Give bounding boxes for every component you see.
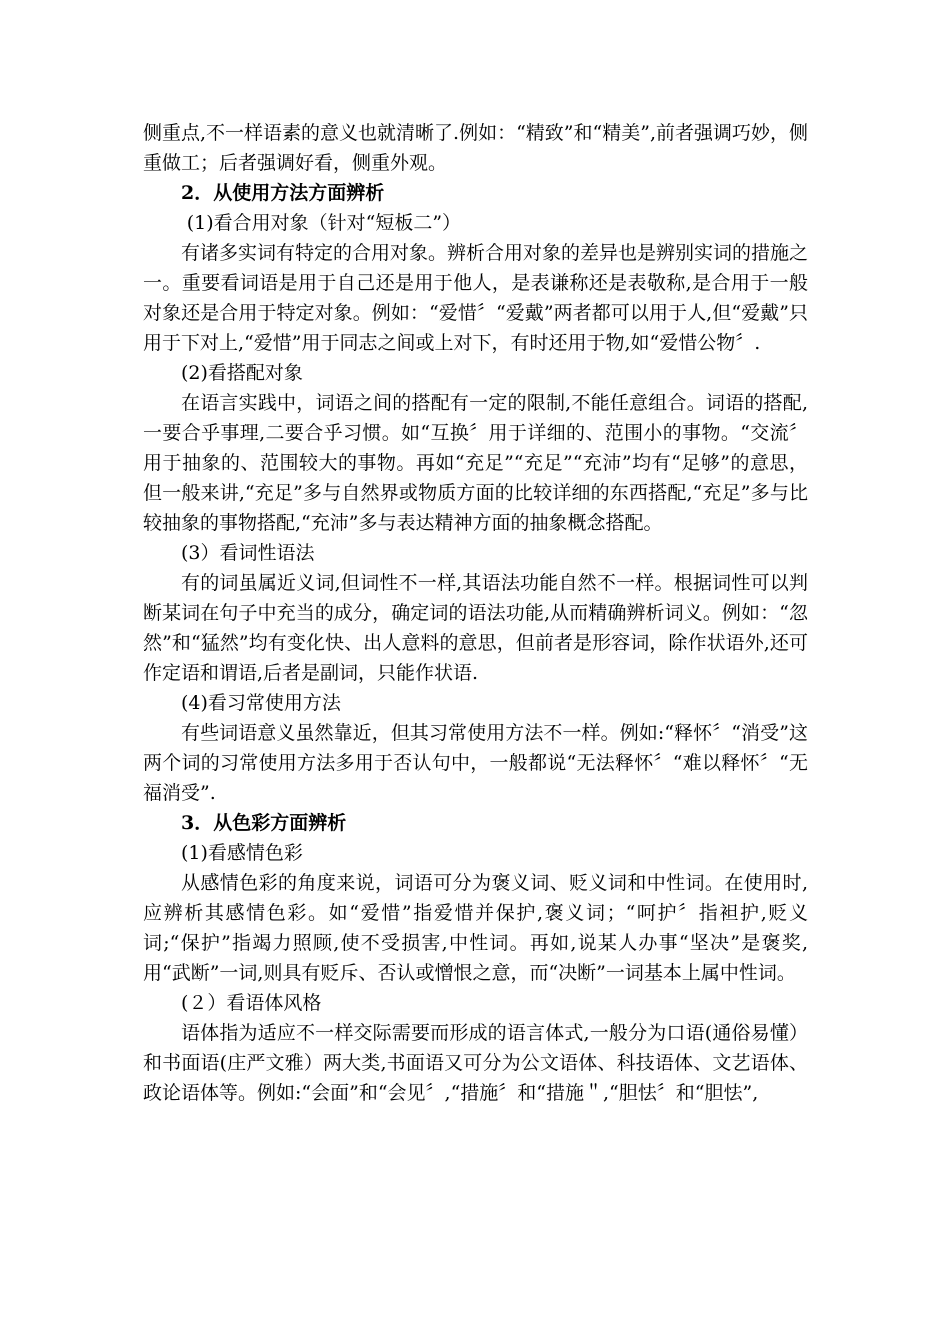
section-heading-2: 2．从使用方法方面辨析	[181, 182, 385, 204]
subheading-3-2: (２）看语体风格	[181, 992, 322, 1014]
paragraph: 语体指为适应不一样交际需要而形成的语言体式,一般分为口语(通俗易懂）和书面语(庄严文雅）两大类,书面语又可分为公文语体、科技语体、文艺语体、政论语体等。例如:“会面”和“会见〞,“措施〞和“措施＂,“胆怯〞和“胆怯”,	[143, 1022, 808, 1104]
paragraph: 有的词虽属近义词,但词性不一样,其语法功能自然不一样。根据词性可以判断某词在句子中充当的成分，确定词的语法功能,从而精确辨析词义。例如：“忽然”和“猛然”均有变化快、出人意料的意思，但前者是形容词，除作状语外,还可作定语和谓语,后者是副词，只能作状语.	[143, 572, 808, 684]
subheading-2-4: (4)看习常使用方法	[181, 692, 341, 714]
subheading-2-3: (3）看词性语法	[181, 542, 315, 564]
section-heading-3: 3．从色彩方面辨析	[181, 812, 347, 834]
subheading-3-1: (1)看感情色彩	[181, 842, 303, 864]
subheading-2-1: (1)看合用对象（针对“短板二”）	[186, 212, 462, 234]
paragraph-continued: 侧重点,不一样语素的意义也就清晰了.例如：“精致”和“精美”,前者强调巧妙，侧重做工；后者强调好看，侧重外观。	[143, 122, 808, 174]
paragraph: 有诸多实词有特定的合用对象。辨析合用对象的差异也是辨别实词的措施之一。重要看词语是用于自己还是用于他人，是表谦称还是表敬称,是合用于一般对象还是合用于特定对象。例如：“爱惜〞“爱戴”两者都可以用于人,但“爱戴”只用于下对上,“爱惜”用于同志之间或上对下，有时还用于物,如“爱惜公物〞.	[143, 242, 809, 354]
document-page	[143, 118, 808, 1108]
paragraph: 有些词语意义虽然靠近，但其习常使用方法不一样。例如:“释怀〞“消受”这两个词的习常使用方法多用于否认句中，一般都说“无法释怀〞“难以释怀〞“无福消受”.	[143, 722, 808, 804]
paragraph: 从感情色彩的角度来说，词语可分为褒义词、贬义词和中性词。在使用时,应辨析其感情色彩。如“爱惜”指爱惜并保护,褒义词；“呵护〞指袒护,贬义词;“保护”指竭力照顾,使不受损害,中性词。再如,说某人办事“坚决”是褒奖,用“武断”一词,则具有贬斥、否认或憎恨之意，而“决断”一词基本上属中性词。	[143, 872, 808, 984]
paragraph: 在语言实践中，词语之间的搭配有一定的限制,不能任意组合。词语的搭配,一要合乎事理,二要合乎习惯。如“互换〞用于详细的、范围小的事物。“交流〞用于抽象的、范围较大的事物。再如“充足”“充足”“充沛”均有“足够”的意思，但一般来讲,“充足”多与自然界或物质方面的比较详细的东西搭配,“充足”多与比较抽象的事物搭配,“充沛”多与表达精神方面的抽象概念搭配。	[143, 392, 808, 534]
subheading-2-2: (2)看搭配对象	[181, 362, 303, 384]
